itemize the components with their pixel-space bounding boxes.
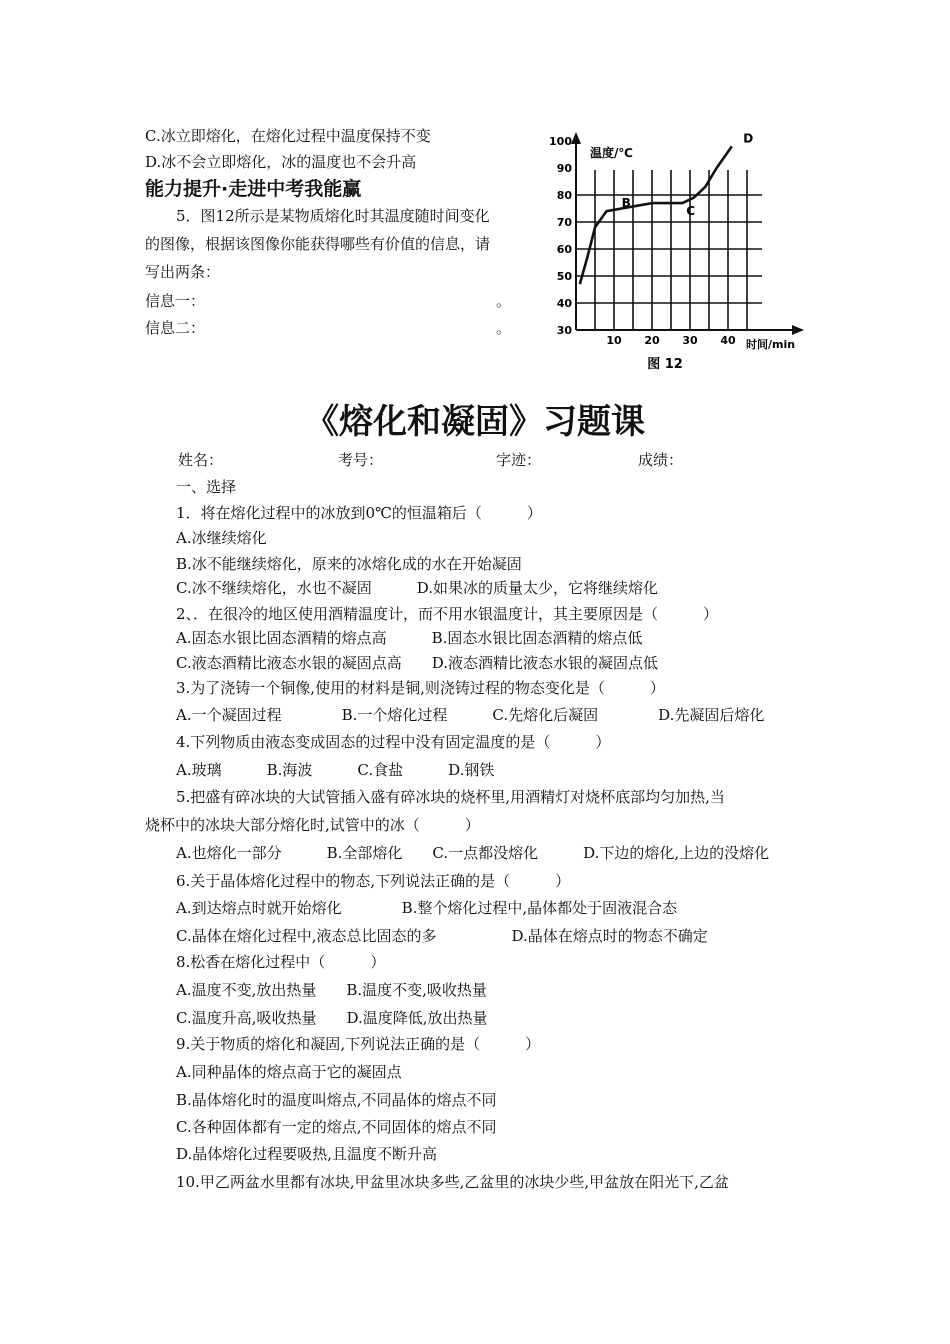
field-name: 姓名：	[178, 451, 224, 469]
option-c-line: C.冰立即熔化，在熔化过程中温度保持不变	[145, 127, 431, 145]
question-5-line-1: 5．图12所示是某物质熔化时其温度随时间变化	[176, 207, 490, 225]
question-line: C.液态酒精比液态水银的凝固点高 D.液态酒精比液态水银的凝固点低	[176, 654, 658, 672]
question-line: 9.关于物质的熔化和凝固,下列说法正确的是（ ）	[176, 1035, 541, 1053]
page-title: 《熔化和凝固》习题课	[305, 402, 645, 442]
section-heading: 能力提升·走进中考我能赢	[145, 178, 362, 200]
x-tick-label: 10	[606, 334, 622, 347]
x-tick-label: 40	[720, 334, 736, 347]
point-label-d: D	[743, 131, 754, 146]
y-tick-label: 60	[556, 243, 572, 256]
figure-caption: 图 12	[647, 357, 683, 372]
x-tick-label: 30	[682, 334, 698, 347]
y-axis-title: 温度/℃	[590, 146, 633, 160]
y-tick-label: 40	[556, 297, 572, 310]
y-tick-label: 70	[556, 216, 572, 229]
question-line: B.晶体熔化时的温度叫熔点,不同晶体的熔点不同	[176, 1091, 497, 1109]
section-choice: 一、选择	[176, 478, 237, 496]
question-line: 6.关于晶体熔化过程中的物态,下列说法正确的是（ ）	[176, 872, 571, 890]
question-line: C.温度升高,吸收热量 D.温度降低,放出热量	[176, 1009, 488, 1027]
question-line: A.同种晶体的熔点高于它的凝固点	[176, 1063, 402, 1081]
x-tick-label: 20	[644, 334, 660, 347]
question-line: C.晶体在熔化过程中,液态总比固态的多 D.晶体在熔点时的物态不确定	[176, 927, 708, 945]
question-line: A.也熔化一部分 B.全部熔化 C.一点都没熔化 D.下边的熔化,上边的没熔化	[176, 844, 770, 862]
y-tick-label: 50	[556, 270, 572, 283]
x-axis-title: 时间/min	[746, 338, 796, 351]
question-line: A.冰继续熔化	[176, 529, 267, 547]
info-2-period: 。	[496, 319, 512, 337]
question-line: C.各种固体都有一定的熔点,不同固体的熔点不同	[176, 1118, 497, 1136]
field-exam-number: 考号：	[338, 451, 384, 469]
y-tick-label: 100	[549, 135, 572, 148]
x-axis-arrow	[792, 325, 804, 335]
question-line: 10.甲乙两盆水里都有冰块,甲盆里冰块多些,乙盆里的冰块少些,甲盆放在阳光下,乙盆	[176, 1173, 729, 1191]
question-line: A.温度不变,放出热量 B.温度不变,吸收热量	[176, 981, 487, 999]
question-line: A.玻璃 B.海波 C.食盐 D.钢铁	[176, 761, 495, 779]
question-5-line-2: 的图像，根据该图像你能获得哪些有价值的信息，请	[145, 235, 491, 253]
question-line: 3.为了浇铸一个铜像,使用的材料是铜,则浇铸过程的物态变化是（ ）	[176, 679, 665, 697]
question-line: 烧杯中的冰块大部分熔化时,试管中的冰（ ）	[145, 816, 480, 834]
info-1-label: 信息一：	[145, 292, 206, 310]
field-handwriting: 字迹：	[496, 451, 542, 469]
question-line: B.冰不能继续熔化，原来的冰熔化成的水在开始凝固	[176, 555, 522, 573]
question-line: D.晶体熔化过程要吸热,且温度不断升高	[176, 1145, 438, 1163]
question-5-line-3: 写出两条：	[145, 263, 221, 281]
y-axis-arrow	[571, 132, 581, 144]
option-d-line: D.冰不会立即熔化，冰的温度也不会升高	[145, 153, 417, 171]
question-line: 4.下列物质由液态变成固态的过程中没有固定温度的是（ ）	[176, 733, 611, 751]
y-tick-label: 30	[556, 324, 572, 337]
question-line: 8.松香在熔化过程中（ ）	[176, 953, 386, 971]
field-score: 成绩：	[638, 451, 684, 469]
question-line: A.一个凝固过程 B.一个熔化过程 C.先熔化后凝固 D.先凝固后熔化	[176, 706, 765, 724]
question-line: 2、．在很冷的地区使用酒精温度计，而不用水银温度计，其主要原因是（ ）	[176, 605, 719, 623]
info-2-label: 信息二：	[145, 319, 206, 337]
question-line: 1．将在熔化过程中的冰放到0℃的恒温箱后（ ）	[176, 504, 542, 522]
y-tick-label: 80	[556, 189, 572, 202]
info-1-period: 。	[496, 292, 512, 310]
question-line: A.固态水银比固态酒精的熔点高 B.固态水银比固态酒精的熔点低	[176, 629, 643, 647]
point-label-b: B	[621, 196, 631, 211]
figure-12-chart	[540, 120, 830, 380]
y-tick-label: 90	[556, 162, 572, 175]
question-line: C.冰不继续熔化，水也不凝固 D.如果冰的质量太少，它将继续熔化	[176, 579, 658, 597]
question-line: A.到达熔点时就开始熔化 B.整个熔化过程中,晶体都处于固液混合态	[176, 899, 678, 917]
question-line: 5.把盛有碎冰块的大试管插入盛有碎冰块的烧杯里,用酒精灯对烧杯底部均匀加热,当	[176, 788, 725, 806]
point-label-c: C	[686, 204, 696, 219]
